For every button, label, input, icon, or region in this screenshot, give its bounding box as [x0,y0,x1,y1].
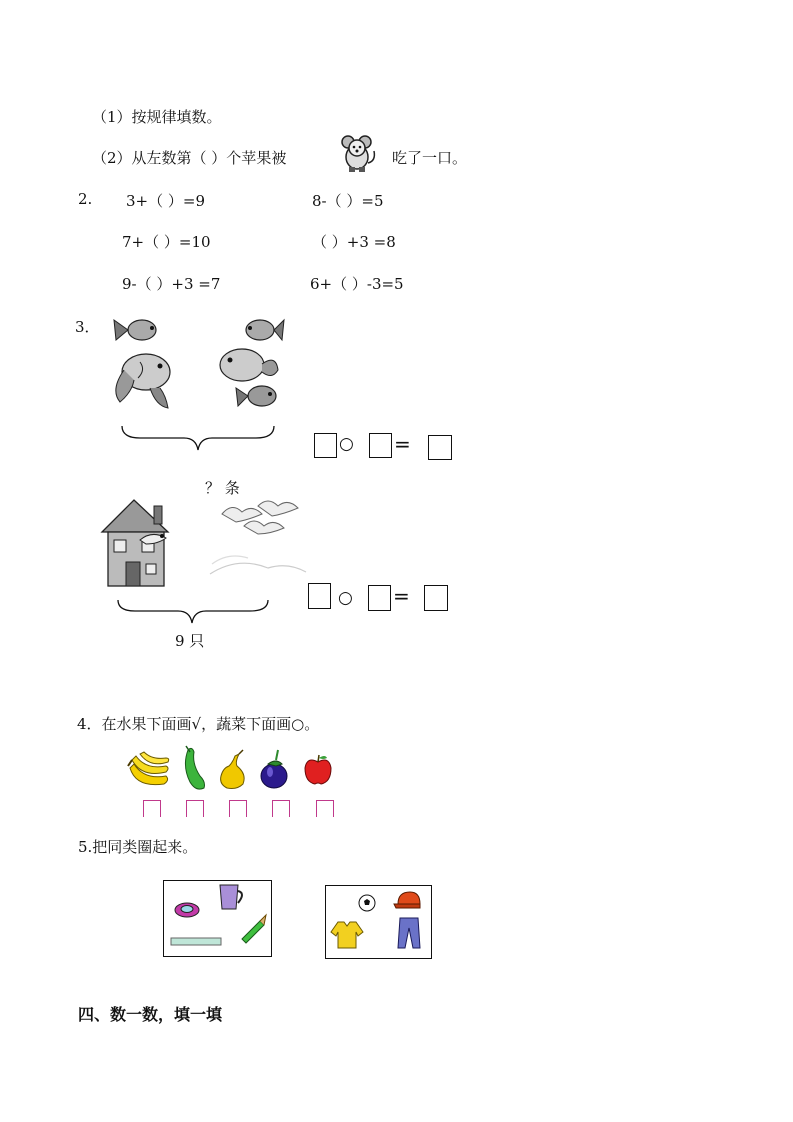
q2-eq-4: （ ）+3 =8 [312,233,396,251]
q4-answer-box-1[interactable] [143,800,161,817]
q3-answer-box-2[interactable] [369,433,392,458]
pencil-icon [238,913,268,943]
goldfish-group-right-image [212,310,284,410]
q1-line2-after: 吃了一口。 [392,149,468,167]
cap-icon [392,890,424,910]
q4-answer-box-2[interactable] [186,800,204,817]
q3-number: 3． [75,318,100,336]
q3-answer-box-4[interactable] [308,583,331,609]
eggplant-icon [258,748,292,790]
q2-eq-3: 7+（ ）=10 [122,233,211,251]
q2-eq-5: 9-（ ）+3 =7 [122,275,221,293]
q5-title: 5.把同类圈起来。 [78,838,198,856]
bird-brace [116,598,270,626]
q2-number: 2. [78,190,93,208]
q3-operator-circle-2[interactable]: ○ [338,588,353,608]
banana-icon [126,750,172,792]
tape-icon [174,901,200,919]
q2-eq-1: 3+（ ）=9 [126,192,205,210]
q3-answer-box-3[interactable] [428,435,452,460]
q2-eq-6: 6+（ ）-3=5 [310,275,404,293]
fish-count-label: ？ 条 [205,479,240,497]
jacket-icon [330,920,364,950]
q1-line2-before: （2）从左数第（ ）个苹果被 [92,149,287,167]
q3-answer-box-5[interactable] [368,585,391,611]
section4-title: 四、数一数，填一填 [78,1005,223,1024]
q4-title: 4．在水果下面画√，蔬菜下面画○。 [77,715,320,733]
house-with-birds-image [96,492,180,590]
cup-icon [216,883,246,911]
trousers-icon [396,916,422,950]
q3-answer-box-1[interactable] [314,433,337,458]
q3-equals-2: = [393,584,410,608]
flying-birds-image [208,492,308,584]
q2-eq-2: 8-（ ）=5 [312,192,384,210]
q4-answer-box-5[interactable] [316,800,334,817]
clothes-ball-frame[interactable] [325,885,432,959]
apple-icon [303,754,333,786]
soccer-ball-icon [358,894,376,912]
q4-answer-box-3[interactable] [229,800,247,817]
pear-icon [217,750,249,790]
q3-equals-1: = [394,432,411,456]
q3-operator-circle-1[interactable]: ○ [339,434,354,454]
fish-brace [120,424,276,454]
q3-answer-box-6[interactable] [424,585,448,611]
cucumber-icon [180,746,208,792]
q1-line1: （1）按规律填数。 [92,108,222,126]
goldfish-group-left-image [110,310,180,410]
q4-answer-box-4[interactable] [272,800,290,817]
bird-count-label: 9 只 [175,632,205,650]
mouse-icon [336,133,378,173]
ruler-icon [170,937,222,947]
stationery-frame[interactable] [163,880,272,957]
